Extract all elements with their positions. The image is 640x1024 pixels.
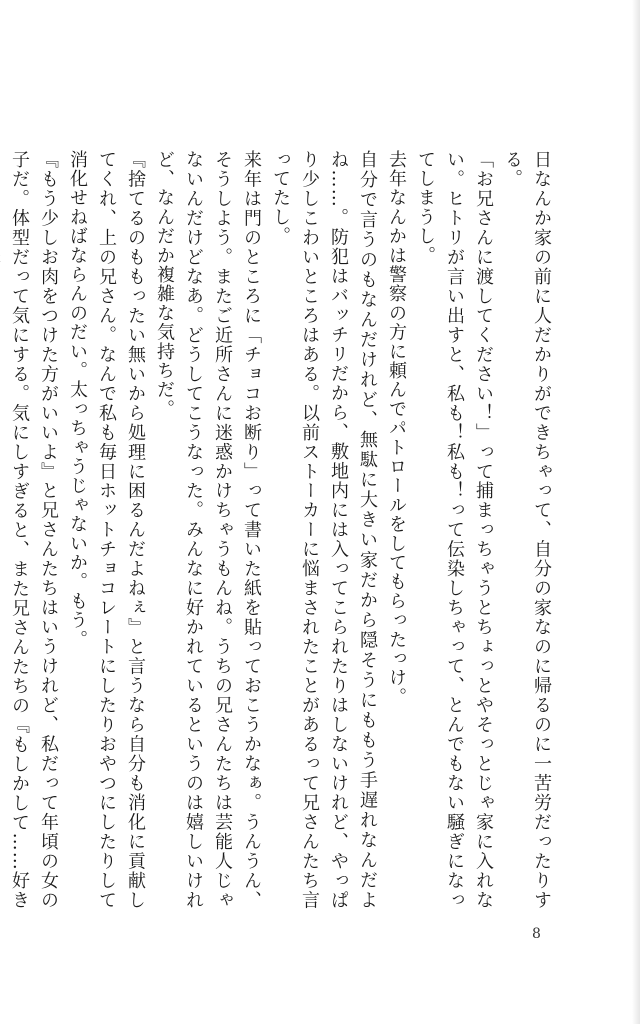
page-edge <box>632 0 640 1024</box>
paragraph: 日なんか家の前に人だかりができちゃって、自分の家なのに帰るのに一苦労だったりする。 <box>502 150 552 910</box>
paragraph: 『捨てるのももったい無いから処理に困るんだよねぇ』と言うなら自分も消化に貢献してくれ、上の兄さん。なんで私も毎日ホットチョコレートにしたりおやつにしたりして消化せねばならんのだい。太っちゃうじゃないか。もう。 <box>67 150 146 910</box>
paragraph: 「お兄さんに渡してください！」って捕まっちゃうとちょっとやそっとじゃ家に入れない。ヒトリが言い出すと、私も！私も！って伝染しちゃって、とんでもない騒ぎになってしまうし。 <box>415 150 494 910</box>
vertical-text-body <box>9 150 556 910</box>
paragraph: 来年は門のところに「チョコお断り」って書いた紙を貼っておこうかなぁ。うんうん、そうしよう。またご近所さんに迷惑かけちゃうもんね。うちの兄さんたちは芸能人じゃないんだけどなあ。どうしてこうなった。みんなに好かれているというのは嬉しいけれど、なんだか複雑な気持ちだ。 <box>154 150 262 910</box>
paragraph: 自分で言うのもなんだけれど、無駄に大きい家だから隠そうにももう手遅れなんだよね……。防犯はバッチリだから、敷地内には入ってこられたりはしないけれど、やっぱり少しこわいところはある。以前ストーカーに悩まされたことがあるって兄さんたち言ってたし。 <box>270 150 378 910</box>
page-number: 8 <box>532 926 541 942</box>
paragraph: 『もう少しお肉をつけた方がいいよ』と兄さんたちはいうけれど、私だって年頃の女の子だ。体型だって気にする。気にしすぎると、また兄さんたちの『もしかして……好き <box>9 150 59 910</box>
paragraph: 去年なんかは警察の方に頼んでパトロールをしてもらったっけ。 <box>386 150 407 707</box>
